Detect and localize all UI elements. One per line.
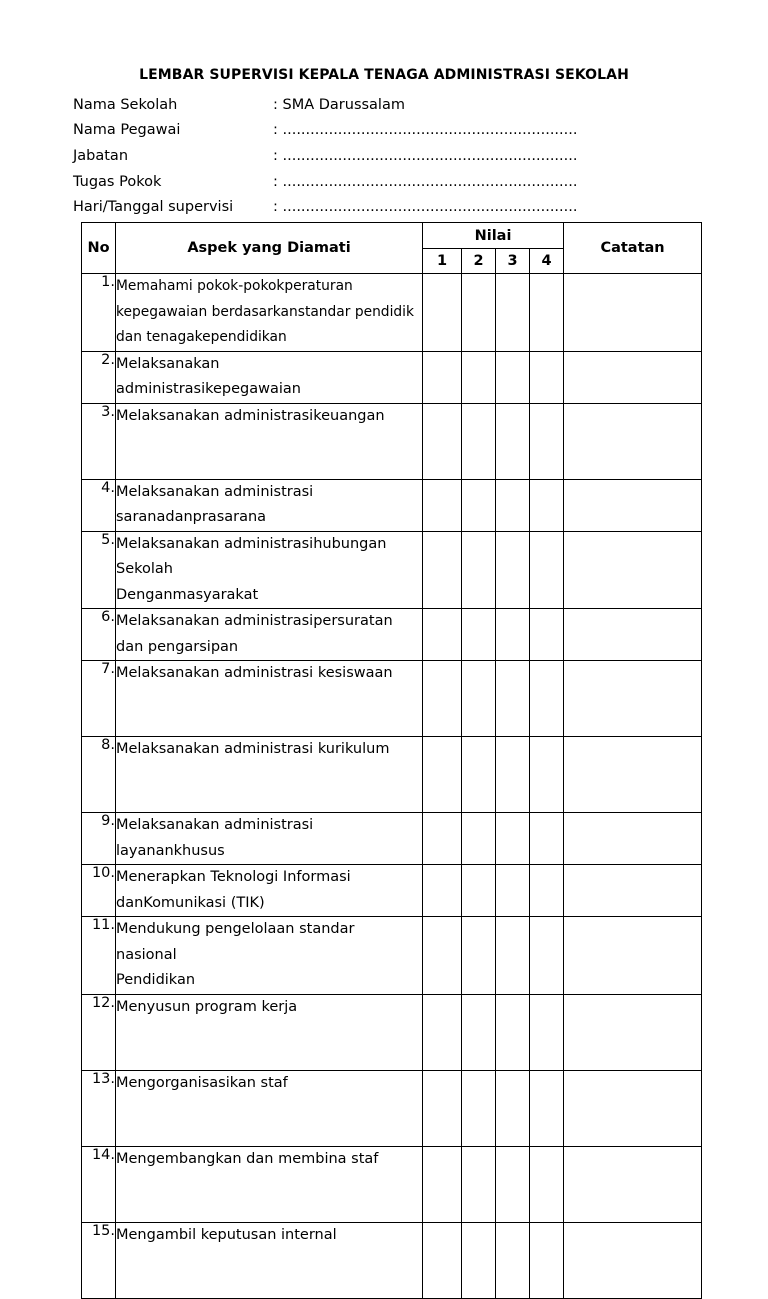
info-label: Nama Sekolah — [73, 96, 178, 113]
table-row — [82, 917, 702, 995]
table-row — [82, 351, 702, 403]
score-cell-4[interactable] — [530, 661, 564, 737]
score-cell-4[interactable] — [530, 274, 564, 352]
aspect-text: Memahami pokok-pokokperaturan — [116, 278, 353, 294]
supervision-table — [81, 222, 702, 1299]
aspect-text: Mengambil keputusan internal — [116, 1226, 337, 1243]
score-cell-4[interactable] — [530, 1070, 564, 1146]
row-number: 6. — [82, 609, 116, 661]
header-score-1: 1 — [423, 249, 462, 274]
row-aspect — [116, 1146, 423, 1222]
header-nilai: Nilai — [423, 223, 564, 249]
aspect-text: dan tenagakependidikan — [116, 329, 287, 345]
notes-cell[interactable] — [564, 1146, 702, 1222]
info-value: : ................................................................ — [273, 173, 578, 190]
row-number: 10. — [82, 865, 116, 917]
score-cell-3[interactable] — [496, 661, 530, 737]
header-score-2: 2 — [462, 249, 496, 274]
row-aspect — [116, 531, 423, 609]
row-number: 3. — [82, 403, 116, 479]
row-aspect — [116, 737, 423, 813]
score-cell-2[interactable] — [462, 1222, 496, 1298]
row-aspect — [116, 274, 423, 352]
notes-cell[interactable] — [564, 1222, 702, 1298]
score-cell-2[interactable] — [462, 994, 496, 1070]
row-aspect — [116, 813, 423, 865]
score-cell-1[interactable] — [423, 1222, 462, 1298]
aspect-text: administrasikepegawaian — [116, 381, 301, 397]
score-cell-4[interactable] — [530, 1222, 564, 1298]
aspect-text: Denganmasyarakat — [116, 586, 259, 603]
row-number: 15. — [82, 1222, 116, 1298]
table-row — [82, 1070, 702, 1146]
table-row — [82, 813, 702, 865]
info-value: : SMA Darussalam — [273, 96, 405, 113]
row-aspect — [116, 1070, 423, 1146]
score-cell-4[interactable] — [530, 994, 564, 1070]
score-cell-1[interactable] — [423, 1146, 462, 1222]
row-number: 11. — [82, 917, 116, 995]
table-row — [82, 994, 702, 1070]
table-body — [82, 274, 702, 1299]
row-aspect — [116, 865, 423, 917]
notes-cell[interactable] — [564, 403, 702, 479]
row-aspect — [116, 609, 423, 661]
info-value: : ................................................................ — [273, 122, 578, 139]
row-number: 14. — [82, 1146, 116, 1222]
info-label: Nama Pegawai — [73, 122, 181, 139]
table-row — [82, 403, 702, 479]
notes-cell[interactable] — [564, 609, 702, 661]
score-cell-4[interactable] — [530, 479, 564, 531]
info-row-date — [73, 194, 577, 220]
info-label: Jabatan — [73, 147, 129, 164]
table-row — [82, 609, 702, 661]
score-cell-2[interactable] — [462, 479, 496, 531]
aspect-text: Melaksanakan administrasihubungan — [116, 535, 387, 552]
notes-cell[interactable] — [564, 994, 702, 1070]
score-cell-2[interactable] — [462, 813, 496, 865]
score-cell-1[interactable] — [423, 403, 462, 479]
aspect-text: dan pengarsipan — [116, 638, 239, 655]
info-label: Hari/Tanggal supervisi — [73, 199, 234, 216]
score-cell-3[interactable] — [496, 274, 530, 352]
notes-cell[interactable] — [564, 1070, 702, 1146]
form-title: LEMBAR SUPERVISI KEPALA TENAGA ADMINISTRASI SEKOLAH — [139, 67, 629, 83]
notes-cell[interactable] — [564, 737, 702, 813]
score-cell-2[interactable] — [462, 917, 496, 995]
row-aspect — [116, 479, 423, 531]
score-cell-4[interactable] — [530, 865, 564, 917]
score-cell-4[interactable] — [530, 917, 564, 995]
aspect-text: Melaksanakan — [116, 355, 220, 372]
info-value: : ................................................................ — [273, 199, 578, 216]
notes-cell[interactable] — [564, 274, 702, 352]
score-cell-4[interactable] — [530, 1146, 564, 1222]
score-cell-3[interactable] — [496, 531, 530, 609]
score-cell-1[interactable] — [423, 479, 462, 531]
notes-cell[interactable] — [564, 661, 702, 737]
info-value: : ................................................................ — [273, 147, 578, 164]
score-cell-2[interactable] — [462, 661, 496, 737]
row-number: 9. — [82, 813, 116, 865]
aspect-text: Pendidikan — [116, 972, 196, 988]
table-row — [82, 1146, 702, 1222]
notes-cell[interactable] — [564, 351, 702, 403]
info-section — [73, 92, 577, 220]
score-cell-2[interactable] — [462, 274, 496, 352]
score-cell-2[interactable] — [462, 1070, 496, 1146]
header-score-4: 4 — [530, 249, 564, 274]
header-catatan: Catatan — [564, 223, 702, 274]
score-cell-1[interactable] — [423, 274, 462, 352]
row-number: 5. — [82, 531, 116, 609]
row-number: 12. — [82, 994, 116, 1070]
score-cell-2[interactable] — [462, 351, 496, 403]
header-aspek: Aspek yang Diamati — [116, 223, 423, 274]
score-cell-1[interactable] — [423, 737, 462, 813]
score-cell-2[interactable] — [462, 403, 496, 479]
table-row — [82, 661, 702, 737]
score-cell-3[interactable] — [496, 351, 530, 403]
info-row-employee — [73, 118, 577, 144]
notes-cell[interactable] — [564, 865, 702, 917]
table-row — [82, 479, 702, 531]
notes-cell[interactable] — [564, 917, 702, 995]
row-aspect — [116, 661, 423, 737]
score-cell-3[interactable] — [496, 813, 530, 865]
row-number: 7. — [82, 661, 116, 737]
table-row — [82, 737, 702, 813]
aspect-text: kepegawaian berdasarkanstandar pendidik — [116, 303, 414, 320]
notes-cell[interactable] — [564, 479, 702, 531]
aspect-text: Mendukung pengelolaan standar — [116, 921, 355, 937]
row-number: 4. — [82, 479, 116, 531]
row-number: 8. — [82, 737, 116, 813]
score-cell-2[interactable] — [462, 737, 496, 813]
score-cell-1[interactable] — [423, 1070, 462, 1146]
aspect-text: Mengorganisasikan staf — [116, 1074, 288, 1091]
aspect-text: Melaksanakan administrasipersuratan — [116, 613, 393, 629]
aspect-text: Melaksanakan administrasi kurikulum — [116, 741, 390, 757]
aspect-text: danKomunikasi (TIK) — [116, 894, 265, 911]
info-row-position — [73, 143, 577, 169]
table-row — [82, 865, 702, 917]
info-row-main-duty — [73, 169, 577, 195]
score-cell-3[interactable] — [496, 917, 530, 995]
header-no: No — [82, 223, 116, 274]
score-cell-3[interactable] — [496, 479, 530, 531]
row-aspect — [116, 994, 423, 1070]
score-cell-3[interactable] — [496, 1070, 530, 1146]
score-cell-2[interactable] — [462, 531, 496, 609]
aspect-text: Menyusun program kerja — [116, 998, 298, 1015]
score-cell-3[interactable] — [496, 737, 530, 813]
score-cell-3[interactable] — [496, 994, 530, 1070]
row-aspect — [116, 917, 423, 995]
score-cell-3[interactable] — [496, 403, 530, 479]
aspect-text: Melaksanakan administrasi kesiswaan — [116, 665, 393, 681]
table-row — [82, 1222, 702, 1298]
aspect-text: saranadanprasarana — [116, 509, 267, 525]
score-cell-1[interactable] — [423, 661, 462, 737]
aspect-text: Melaksanakan administrasikeuangan — [116, 407, 385, 424]
score-cell-4[interactable] — [530, 609, 564, 661]
score-cell-4[interactable] — [530, 351, 564, 403]
header-score-3: 3 — [496, 249, 530, 274]
row-aspect — [116, 351, 423, 403]
score-cell-1[interactable] — [423, 813, 462, 865]
row-number: 2. — [82, 351, 116, 403]
row-number: 13. — [82, 1070, 116, 1146]
aspect-text: Melaksanakan administrasi — [116, 817, 314, 833]
score-cell-3[interactable] — [496, 1146, 530, 1222]
score-cell-3[interactable] — [496, 609, 530, 661]
score-cell-1[interactable] — [423, 994, 462, 1070]
score-cell-4[interactable] — [530, 813, 564, 865]
score-cell-2[interactable] — [462, 609, 496, 661]
notes-cell[interactable] — [564, 531, 702, 609]
aspect-text: Mengembangkan dan membina staf — [116, 1150, 379, 1167]
table-row — [82, 274, 702, 352]
score-cell-2[interactable] — [462, 865, 496, 917]
aspect-text: layanankhusus — [116, 842, 225, 859]
notes-cell[interactable] — [564, 813, 702, 865]
aspect-text: nasional — [116, 946, 177, 963]
score-cell-4[interactable] — [530, 737, 564, 813]
aspect-text: Menerapkan Teknologi Informasi — [116, 869, 351, 885]
score-cell-4[interactable] — [530, 531, 564, 609]
score-cell-4[interactable] — [530, 403, 564, 479]
aspect-text: Melaksanakan administrasi — [116, 483, 314, 500]
row-aspect — [116, 403, 423, 479]
score-cell-1[interactable] — [423, 917, 462, 995]
score-cell-3[interactable] — [496, 1222, 530, 1298]
score-cell-1[interactable] — [423, 609, 462, 661]
score-cell-1[interactable] — [423, 865, 462, 917]
table-row — [82, 531, 702, 609]
info-row-school — [73, 92, 577, 118]
aspect-text: Sekolah — [116, 561, 173, 577]
info-label: Tugas Pokok — [73, 173, 162, 190]
score-cell-3[interactable] — [496, 865, 530, 917]
score-cell-1[interactable] — [423, 531, 462, 609]
row-number: 1. — [82, 274, 116, 352]
score-cell-2[interactable] — [462, 1146, 496, 1222]
row-aspect — [116, 1222, 423, 1298]
score-cell-1[interactable] — [423, 351, 462, 403]
